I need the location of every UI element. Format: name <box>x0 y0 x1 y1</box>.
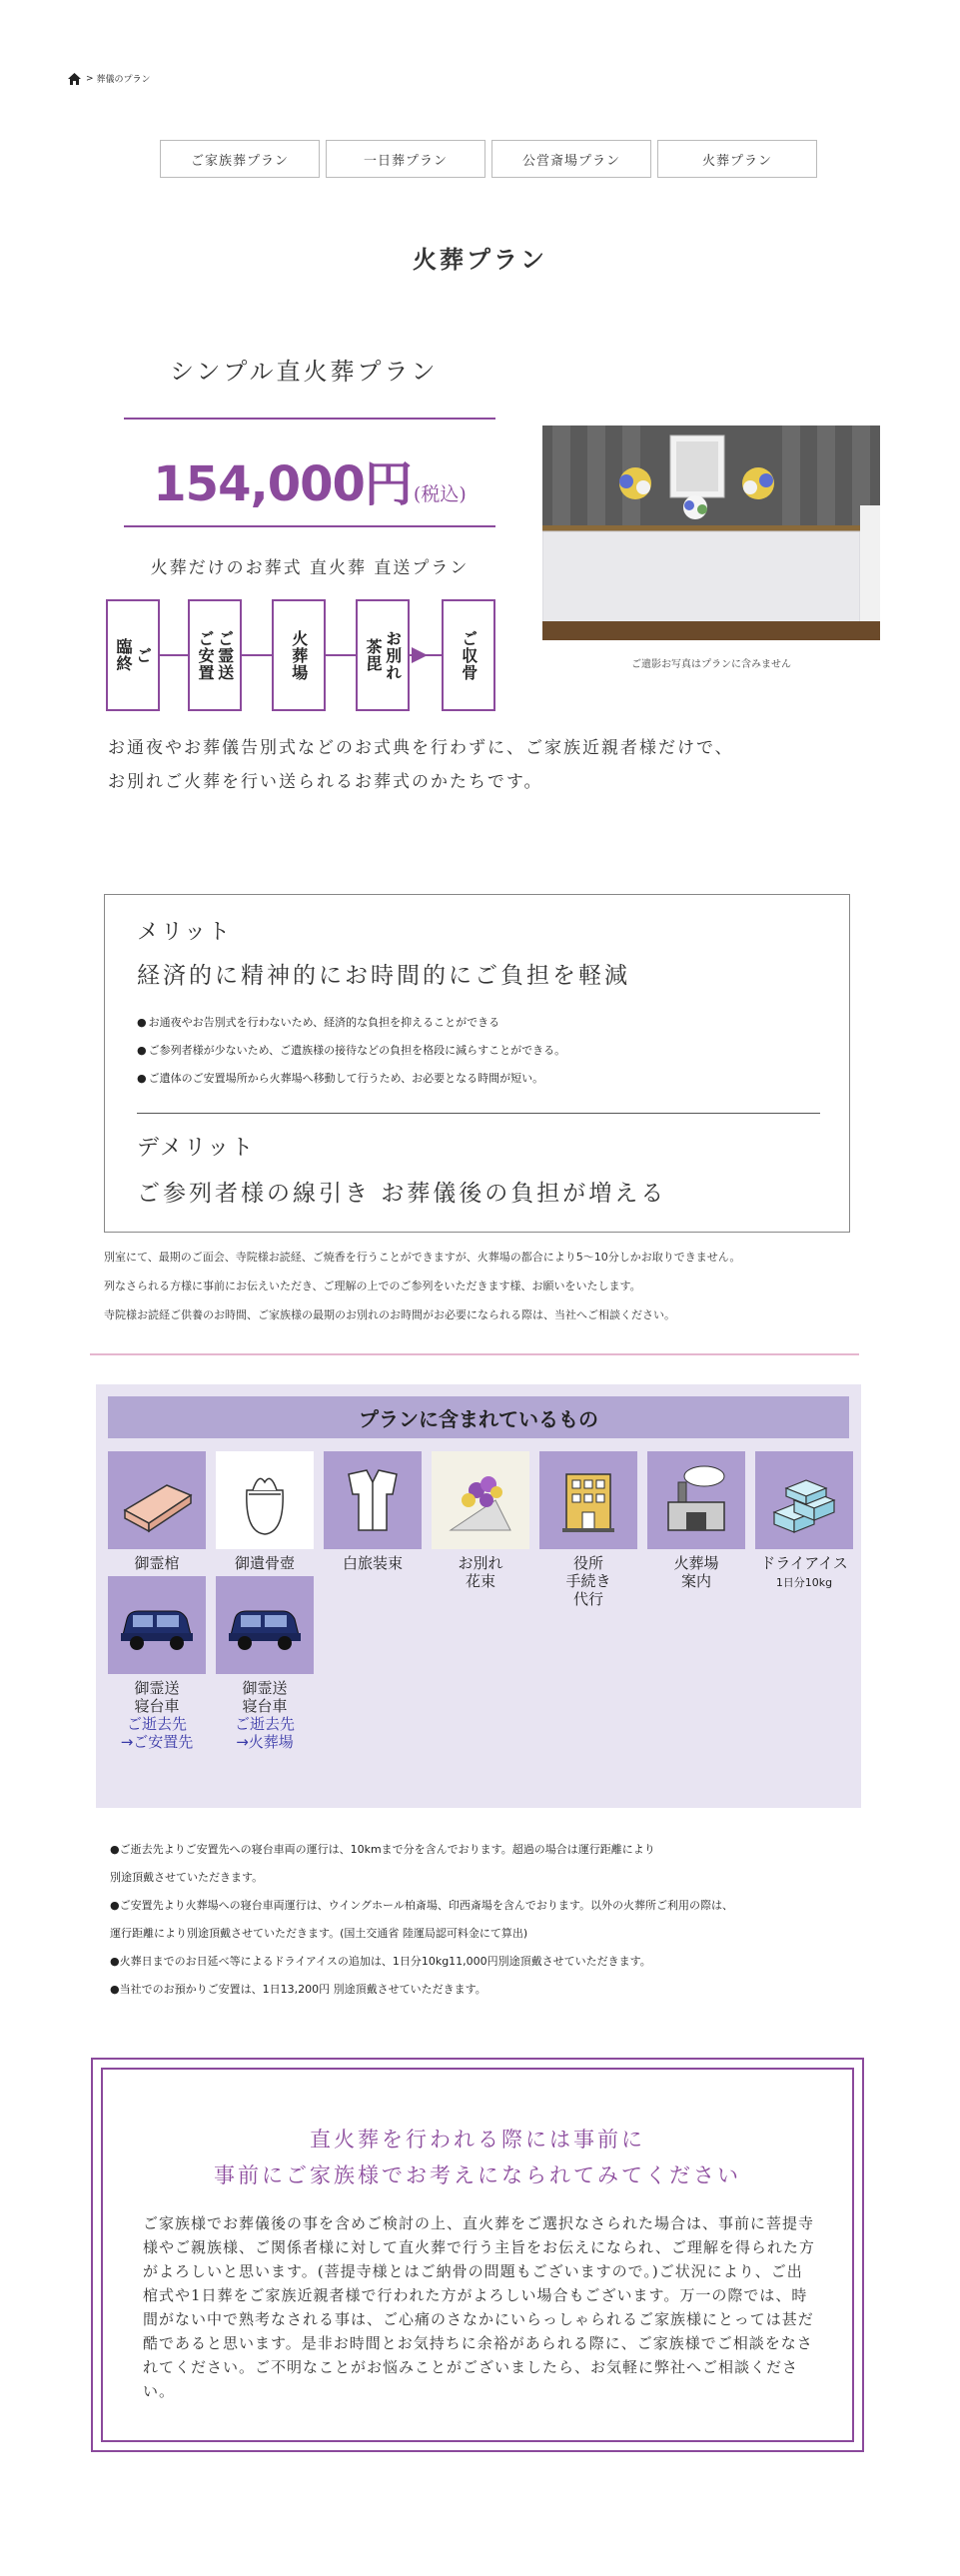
included-item-garment <box>324 1451 422 1572</box>
included-item-coffin <box>108 1451 206 1572</box>
plan-description <box>108 731 887 799</box>
item-label: 御霊送 寝台車 <box>134 1679 180 1715</box>
included-items-panel <box>96 1384 861 1808</box>
advice-title <box>103 2122 852 2193</box>
flow-step-bone-collection <box>442 599 495 711</box>
demerit-heading: デメリット <box>137 1136 256 1161</box>
item-label: 御遺骨壺 <box>234 1554 295 1572</box>
tab-family-funeral[interactable]: ご家族葬プラン <box>160 140 320 178</box>
note-line: 寺院様お読経ご供養のお時間、ご家族様の最期のお別れのお時間がお必要になられる際は、当社へご相談ください。 <box>104 1308 675 1321</box>
flow-diagram <box>106 599 495 711</box>
breadcrumb-current: 葬儀のプラン <box>96 75 151 85</box>
plan-tabs <box>160 140 817 178</box>
note-line: ●ご安置先より火葬場への寝台車両運行は、ウイングホール柏斎場、印西斎場を含んでおります。以外の火葬所ご利用の際は、 <box>110 1899 733 1912</box>
coffin-icon <box>108 1451 206 1549</box>
flower-bouquet-icon <box>432 1451 529 1549</box>
breadcrumb <box>68 72 151 85</box>
item-label: 御霊送 寝台車 <box>242 1679 288 1715</box>
item-label: 火葬場 案内 <box>673 1554 719 1590</box>
advice-title-line: 事前にご家族様でお考えになられてみてください <box>214 2163 741 2187</box>
flow-step-text: ご <box>133 646 153 664</box>
item-label: 役所 手続き 代行 <box>565 1554 611 1608</box>
item-label: 御霊棺 <box>134 1554 180 1572</box>
included-item-bouquet <box>432 1451 529 1590</box>
advice-inner-frame <box>101 2068 854 2442</box>
merit-list <box>137 1009 565 1093</box>
included-item-city-office <box>539 1451 637 1608</box>
flow-step-text: ご安置 <box>196 629 215 681</box>
included-item-dry-ice <box>755 1451 853 1592</box>
divider <box>137 1113 820 1114</box>
page-title: 火葬プラン <box>413 245 547 274</box>
flow-step-text: 茶毘 <box>364 638 383 672</box>
included-item-crematorium <box>647 1451 745 1590</box>
tab-cremation[interactable]: 火葬プラン <box>657 140 817 178</box>
arrow-right-icon <box>412 647 428 663</box>
merit-demerit-box <box>104 894 850 1233</box>
flow-step-transport <box>188 599 242 711</box>
price-value: 154,000円 <box>153 456 412 512</box>
price-box <box>124 418 495 527</box>
coffin-altar-image <box>542 426 880 640</box>
included-item-urn <box>216 1451 314 1572</box>
flow-step-deathbed <box>106 599 160 711</box>
note-line: 別途頂戴させていただきます。 <box>110 1871 264 1884</box>
city-office-icon <box>539 1451 637 1549</box>
plan-subtitle: 火葬だけのお葬式 直火葬 直送プラン <box>150 558 470 578</box>
chevron-right-icon: > <box>86 73 94 84</box>
home-icon[interactable] <box>68 73 81 85</box>
item-label-main: ドライアイス <box>760 1554 848 1572</box>
tab-public-hall[interactable]: 公営斎場プラン <box>491 140 651 178</box>
note-line: 列なさられる方様に事前にお伝えいただき、ご理解の上でのご参列をいただきます様、お願いをいたします。 <box>104 1280 641 1292</box>
flow-step-text: お別れ <box>383 629 403 681</box>
price-tax-label: (税込) <box>413 483 467 505</box>
notes <box>104 1243 863 1329</box>
included-item-hearse-2 <box>216 1576 314 1751</box>
flow-step-text: 臨終 <box>114 638 133 672</box>
plan-photo <box>542 426 880 640</box>
included-notes <box>110 1836 879 2004</box>
item-label-small: 1日分10kg <box>775 1576 833 1589</box>
note-line: ●ご逝去先よりご安置先への寝台車両の運行は、10kmまで分を含んでおります。超過の場合は運行距離により <box>110 1843 655 1856</box>
advice-title-line: 直火葬を行われる際には事前に <box>310 2128 645 2151</box>
white-garment-icon <box>324 1451 422 1549</box>
flow-step-farewell <box>356 599 410 711</box>
description-line: お別れご火葬を行い送られるお葬式のかたちです。 <box>108 772 543 792</box>
hearse-car-icon <box>216 1576 314 1674</box>
item-route: ご逝去先 →火葬場 <box>234 1715 295 1751</box>
note-line: ●当社でのお預かりご安置は、1日13,200円 別途頂戴させていただきます。 <box>110 1983 486 1996</box>
item-label: お別れ 花束 <box>458 1554 503 1590</box>
urn-icon <box>216 1451 314 1549</box>
included-item-hearse-1 <box>108 1576 206 1751</box>
note-line: 別室にて、最期のご面会、寺院様お読経、ご焼香を行うことができますが、火葬場の都合により5～10分しかお取りできません。 <box>104 1251 741 1264</box>
item-label <box>755 1554 853 1592</box>
flow-step-text: ご収骨 <box>459 629 479 681</box>
flow-step-text: ご霊送 <box>215 629 235 681</box>
photo-caption: ご遺影お写真はプランに含みません <box>631 659 791 670</box>
note-line: ●火葬日までのお日延べ等によるドライアイスの追加は、1日分10kg11,000円別途頂戴させていただきます。 <box>110 1955 651 1968</box>
crematorium-icon <box>647 1451 745 1549</box>
demerit-lead: ご参列者様の線引き お葬儀後の負担が増える <box>137 1181 667 1207</box>
advice-body: ご家族様でお葬儀後の事を含めご検討の上、直火葬をご選択なさられた場合は、事前に菩提寺様やご親族様、ご関係者様に対して直火葬で行う主旨をお伝えになられ、ご理解を得られた方がよろしいと思います。(菩提寺様とはご納骨の問題もございますので。)ご状況により、ご出棺式や1日葬をご家族近親者様で行われた方がよろしい場合もございます。万一の際では、時間がない中で熟考なされる事は、ご心痛のさなかにいらっしゃられるご家族様にとっては甚だ酷であると思います。是非お時間とお気持ちに余裕があられる際に、ご家族様でご相談をなされてください。ご不明なことがお悩みことがございましたら、お気軽に弊社へご相談ください。 <box>143 2214 815 2400</box>
plan-name: シンプル直火葬プラン <box>170 358 439 386</box>
merit-item: ● ご遺体のご安置場所から火葬場へ移動して行うため、お必要となる時間が短い。 <box>137 1065 565 1093</box>
item-label: 白旅装束 <box>342 1554 403 1572</box>
merit-lead: 経済的に精神的にお時間的にご負担を軽減 <box>137 963 630 989</box>
included-title: プランに含まれているもの <box>108 1396 849 1438</box>
description-line: お通夜やお葬儀告別式などのお式典を行わずに、ご家族近親者様だけで、 <box>108 738 734 758</box>
flow-step-text: 火葬場 <box>289 629 309 681</box>
dry-ice-icon <box>755 1451 853 1549</box>
tab-one-day-funeral[interactable]: 一日葬プラン <box>326 140 485 178</box>
merit-item: ● ご参列者様が少ないため、ご遺族様の接待などの負担を格段に減らすことができる。 <box>137 1037 565 1065</box>
merit-item: ● お通夜やお告別式を行わないため、経済的な負担を抑えることができる <box>137 1009 565 1037</box>
note-line: 運行距離により別途頂戴させていただきます。(国土交通省 陸運局認可料金にて算出) <box>110 1927 528 1940</box>
section-divider <box>90 1353 859 1355</box>
merit-heading: メリット <box>137 920 233 945</box>
hearse-car-icon <box>108 1576 206 1674</box>
flow-step-crematorium <box>272 599 326 711</box>
item-route: ご逝去先 →ご安置先 <box>120 1715 194 1751</box>
advice-box <box>91 2058 864 2452</box>
